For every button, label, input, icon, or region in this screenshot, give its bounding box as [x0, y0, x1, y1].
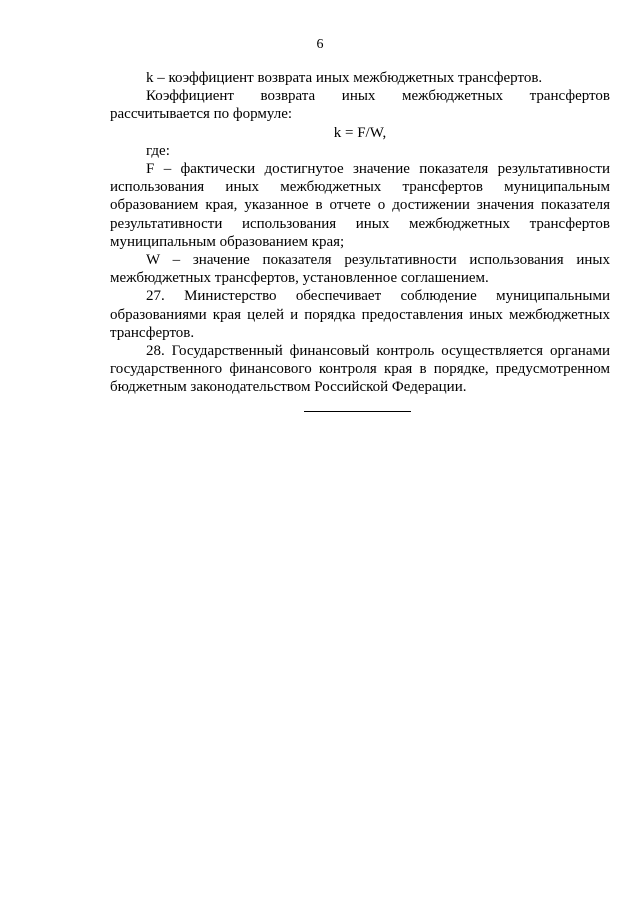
- paragraph-where: где:: [146, 142, 170, 159]
- paragraph-item-28: 28. Государственный финансовый контроль осуществляется органами государственного финансового контроля края в порядке, предусмотренном бюджетным законодательством Российской Федерации.: [110, 343, 610, 396]
- formula: k = F/W,: [333, 124, 387, 141]
- paragraph-w-definition: W – значение показателя результативности использования иных межбюджетных трансфертов, установленное соглашением.: [110, 252, 610, 287]
- paragraph-k-definition: k – коэффициент возврата иных межбюджетных трансфертов.: [146, 70, 543, 86]
- document-body: [110, 69, 610, 397]
- paragraph-f-definition: F – фактически достигнутое значение показателя результативности использования иных межбюджетных трансфертов муниципальным образованием края, указанное в отчете о достижении значения показателя результативности использования иных межбюджетных трансфертов муниципальным образованием края;: [110, 161, 610, 250]
- paragraph-item-27: 27. Министерство обеспечивает соблюдение муниципальными образованиями края целей и порядка предоставления иных межбюджетных трансфертов.: [110, 288, 610, 341]
- page-number: 6: [316, 37, 324, 52]
- closing-divider-line: [304, 411, 411, 412]
- paragraph-coefficient-formula-intro: Коэффициент возврата иных межбюджетных трансфертов рассчитывается по формуле:: [110, 88, 610, 123]
